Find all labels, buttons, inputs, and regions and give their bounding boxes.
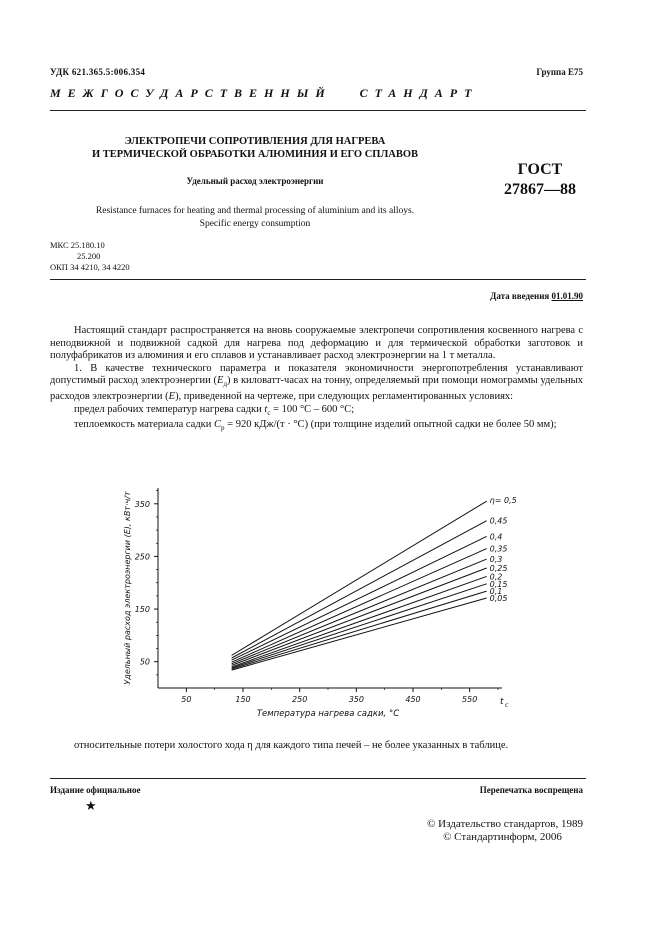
series-label: 0,1: [489, 587, 503, 597]
copyright: [427, 818, 583, 844]
y-tick-label: 350: [134, 499, 150, 509]
series-label: 0,35: [489, 544, 508, 554]
star-icon: ★: [85, 798, 97, 813]
x-axis-symbol: t: [500, 697, 504, 707]
banner-word-2: СТАНДАРТ: [359, 86, 479, 100]
paragraph-idle-losses-wrap: [50, 740, 583, 753]
condition-heat-capacity: теплоемкость материала садки $C_p = 920$ кДж/(т · °С) (при толщине изделий опытной садки не более 50 мм);: [74, 419, 557, 433]
classification-codes: [50, 240, 130, 273]
x-tick-label: 150: [235, 695, 251, 704]
copyright-line-2: © Стандартинформ, 2006: [443, 831, 562, 843]
series-line: [232, 584, 487, 668]
condition-temperature: предел рабочих температур нагрева садки $t_с = 100$ °С – 600 °С;: [74, 403, 355, 417]
series-line: [232, 568, 487, 665]
series-line: [232, 521, 487, 658]
y-tick-label: 250: [134, 552, 150, 562]
gost-label: ГОСТ: [517, 161, 563, 178]
x-tick-label: 350: [348, 695, 364, 704]
y-tick-label: 50: [139, 657, 150, 667]
udk-code: УДК 621.365.5:006.354: [50, 67, 146, 77]
paragraph-1: 1. В качестве технического параметра и показателя экономичности энергопотребления устанавливают допустимый расход электроэнергии $(E_д)$ в киловатт-часах на тонну, определяемый при помощи номограммы удельных расходов электроэнергии (E), приведенной на чертеже, при следующих регламентированных условиях:: [50, 362, 583, 403]
x-axis-symbol-sub: c: [505, 702, 509, 709]
y-tick-label: 150: [134, 605, 150, 615]
mks-code-2: 25.200: [77, 251, 101, 261]
series-line: [232, 598, 487, 670]
x-axis-label: Температура нагрева садки, °С: [256, 709, 400, 719]
english-title: [50, 205, 460, 231]
chart-series: [232, 501, 487, 670]
english-title-line-1: Resistance furnaces for heating and thermal processing of aluminium and its alloys.: [95, 206, 415, 216]
series-line: [232, 591, 487, 669]
mks-code-1: МКС 25.180.10: [50, 240, 105, 250]
document-title: [50, 135, 460, 161]
x-tick-label: 250: [292, 695, 308, 704]
footer-rule: [50, 778, 586, 779]
date-value: 01.01.90: [551, 291, 583, 301]
standard-banner: [50, 86, 586, 101]
y-axis-label: Удельный расход электроэнергии (E), кВт·ч/т: [123, 491, 132, 685]
codes-rule: [50, 279, 586, 280]
body-text: [50, 325, 583, 435]
title-line-2: И ТЕРМИЧЕСКОЙ ОБРАБОТКИ АЛЮМИНИЯ И ЕГО СПЛАВОВ: [91, 149, 419, 160]
series-label: 0,3: [489, 555, 503, 565]
paragraph-scope: Настоящий стандарт распространяется на вновь сооружаемые электропечи сопротивления косвенного нагрева с неподвижной и подвижной садкой для нагрева под деформацию и для термической обработки заготовок и полуфабрикатов из алюминия и его сплавов и устанавливает расход электроэнергии на 1 т металла.: [50, 325, 583, 362]
series-line: [232, 549, 487, 663]
chart-labels: [490, 496, 517, 603]
series-label: η= 0,5: [489, 496, 517, 506]
date-label: Дата введения: [490, 291, 550, 301]
header-rule: [50, 110, 586, 111]
gost-designation: [490, 160, 590, 200]
series-label: 0,45: [489, 516, 508, 526]
series-line: [232, 576, 487, 667]
gost-number: 27867—88: [504, 181, 576, 198]
series-label: 0,25: [489, 564, 508, 573]
title-line-1: ЭЛЕКТРОПЕЧИ СОПРОТИВЛЕНИЯ ДЛЯ НАГРЕВА: [124, 136, 386, 147]
document-subtitle: Удельный расход электроэнергии: [186, 176, 324, 186]
banner-word-1: МЕЖГОСУДАРСТВЕННЫЙ: [50, 86, 332, 100]
x-tick-label: 550: [462, 695, 478, 704]
energy-nomogram-chart: [110, 480, 530, 720]
series-label: 0,2: [489, 572, 503, 582]
okp-code: ОКП 34 4210, 34 4220: [50, 262, 130, 272]
series-label: 0,15: [489, 579, 508, 589]
english-title-line-2: Specific energy consumption: [199, 219, 311, 229]
series-label: 0,4: [489, 532, 503, 542]
copyright-line-1: © Издательство стандартов, 1989: [427, 818, 583, 830]
edition-label: Издание официальное: [50, 785, 141, 795]
series-line: [232, 536, 487, 660]
series-label: 0,05: [489, 594, 508, 603]
condition-idle-losses: относительные потери холостого хода η для каждого типа печей – не более указанных в таблице.: [74, 740, 509, 751]
group-code: Группа Е75: [536, 67, 583, 77]
reprint-notice: Перепечатка воспрещена: [479, 785, 583, 795]
series-line: [232, 559, 487, 664]
series-line: [232, 501, 487, 655]
introduction-date: [490, 291, 583, 301]
x-tick-label: 50: [181, 695, 192, 704]
x-tick-label: 450: [405, 695, 421, 704]
